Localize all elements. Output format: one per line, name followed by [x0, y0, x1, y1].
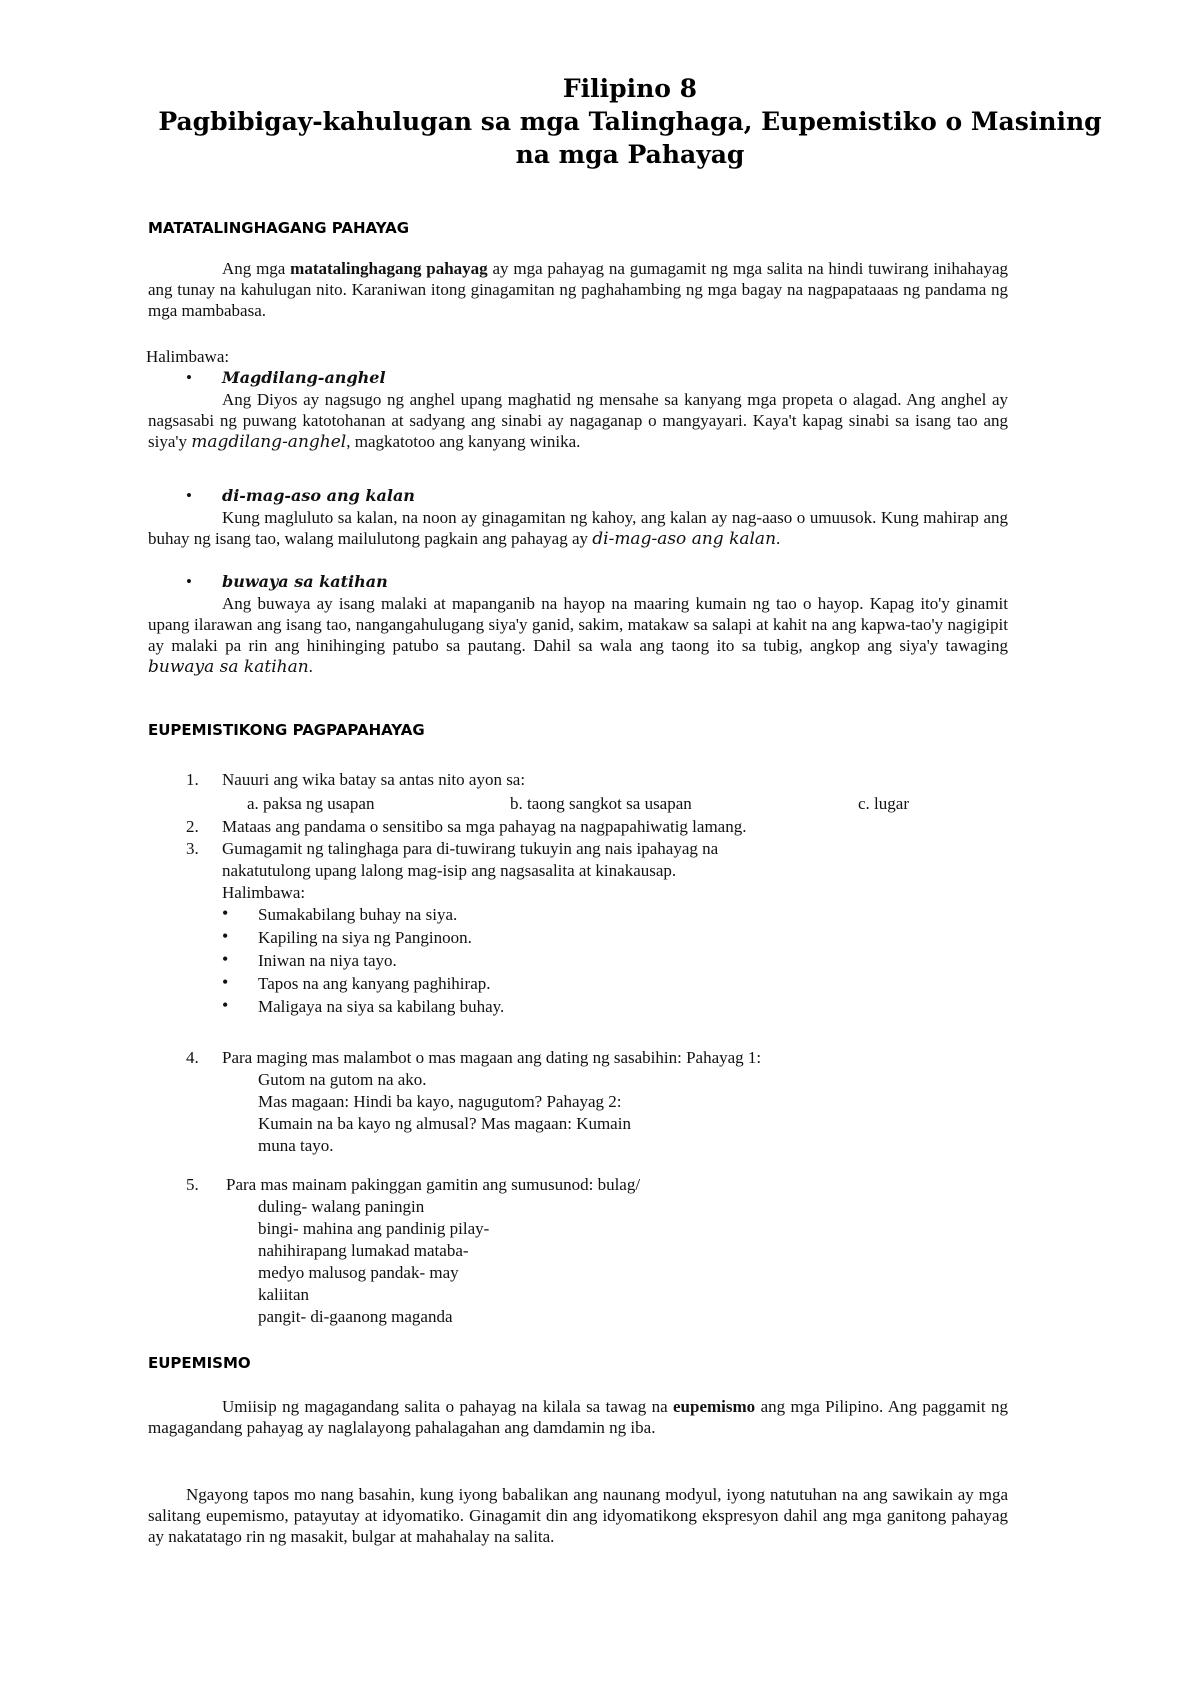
list-item-text: nakatutulong upang lalong mag-isip ang nagsasalita at kinakausap.	[222, 861, 677, 880]
paragraph-text-rest: ang mga Pilipino. Ang paggamit ng magagandang pahayag ay naglalayong pahalagahan ang damdamin ng iba.	[148, 1397, 1008, 1437]
bullet-icon: •	[222, 949, 229, 969]
example-item: Sumakabilang buhay na siya.	[258, 905, 458, 924]
list-number: 4.	[186, 1048, 199, 1067]
section3-paragraph-2: Ngayong tapos mo nang basahin, kung iyong babalikan ang naunang modyul, iyong natutuhan na ang sawikain ay mga salitang eupemismo, patayutay at idyomatiko. Ginagamit din ang idyomatikong ekspresyon dahil ang mga ganitong pahayag ay nakatatago rin ng masakit, bulgar at mahahalay na salita.	[148, 1485, 1008, 1546]
term-explanation	[148, 389, 1008, 453]
term-heading: di-mag-aso ang kalan	[222, 486, 415, 505]
intro-bold-term: matatalinghagang pahayag	[290, 259, 488, 278]
explanation-italic: buwaya sa katihan	[148, 657, 309, 677]
bullet-icon: •	[222, 995, 229, 1015]
list-item-text: Nauuri ang wika batay sa antas nito ayon sa:	[222, 770, 526, 789]
list-number: 1.	[186, 770, 199, 789]
section3-paragraph-1	[148, 1396, 1008, 1438]
list-item-text: kaliitan	[258, 1285, 309, 1304]
term-heading: buwaya sa katihan	[222, 572, 388, 591]
list-item	[186, 571, 388, 592]
list-item-text: Para maging mas malambot o mas magaan ang dating ng sasabihin: Pahayag 1:	[222, 1048, 762, 1067]
list-item-text: muna tayo.	[258, 1136, 334, 1155]
list-item-text: Gutom na gutom na ako.	[258, 1070, 427, 1089]
paragraph-text: Umiisip ng magagandang salita o pahayag na kilala sa tawag na	[222, 1397, 674, 1416]
explanation-italic: di-mag-aso ang kalan	[592, 529, 777, 549]
explanation-text-end: .	[308, 657, 313, 676]
list-item-text: nahihirapang lumakad mataba-	[258, 1241, 469, 1260]
sub-option: b. taong sangkot sa usapan	[510, 794, 692, 813]
list-number: 2.	[186, 817, 199, 836]
title-topic-line1: Pagbibigay-kahulugan sa mga Talinghaga, Eupemistiko o Masining	[158, 107, 1102, 136]
list-item-text: Kumain na ba kayo ng almusal? Mas magaan: Kumain	[258, 1114, 631, 1133]
explanation-text: Ang Diyos ay nagsugo ng anghel upang maghatid ng mensahe sa kanyang mga propeta o alagad. Ang anghel ay nagsasabi ng puwang katotohanan at sadyang ang sinabi ay nagaganap o mangyayari. Kaya't kapag sinabi sa isang tao ang siya'y	[148, 390, 1008, 451]
section-heading-eupemistiko: EUPEMISTIKONG PAGPAPAHAYAG	[148, 721, 425, 739]
list-number: 3.	[186, 839, 199, 858]
example-label: Halimbawa:	[222, 883, 306, 902]
list-item-text: medyo malusog pandak- may	[258, 1263, 459, 1282]
list-item-text: bingi- mahina ang pandinig pilay-	[258, 1219, 490, 1238]
sub-option: c. lugar	[858, 794, 909, 813]
bullet-icon: •	[222, 926, 229, 946]
list-item-text: Para mas mainam pakinggan gamitin ang sumusunod: bulag/	[226, 1175, 641, 1194]
sub-option: a. paksa ng usapan	[247, 794, 375, 813]
intro-text-rest: ay mga pahayag na gumagamit ng mga salita na hindi tuwirang inihahayag ang tunay na kahulugan nito. Karaniwan itong ginagamitan ng paghahambing ng mga bagay na nagpapataaas ng pandama ng mga mambabasa.	[148, 259, 1009, 320]
example-item: Kapiling na siya ng Panginoon.	[258, 928, 472, 947]
bullet-icon: •	[186, 572, 192, 591]
bold-term: eupemismo	[673, 1397, 756, 1416]
list-item-text: duling- walang paningin	[258, 1197, 425, 1216]
term-heading: Magdilang-anghel	[222, 368, 386, 387]
example-item: Iniwan na niya tayo.	[258, 951, 397, 970]
example-label: Halimbawa:	[146, 347, 230, 366]
explanation-text: Kung magluluto sa kalan, na noon ay ginagamitan ng kahoy, ang kalan ay nag-aaso o umuusok. Kung mahirap ang buhay ng isang tao, walang mailulutong pagkain ang pahayag ay	[148, 508, 1008, 548]
document-title	[140, 72, 1120, 171]
bullet-icon: •	[222, 972, 229, 992]
bullet-icon: •	[186, 486, 192, 505]
explanation-text: Ang buwaya ay isang malaki at mapanganib na hayop na maaring kumain ng tao o hayop. Kapag ito'y ginamit upang ilarawan ang isang tao, nangangahulugang siya'y ganid, sakim, matakaw sa salapi at kahit na ang kapwa-tao'y nagigipit ay malaki pa rin ang hinihinging patubo sa pautang. Dahil sa wala ang taong ito sa tubig, angkop ang siya'y tawaging	[148, 594, 1008, 655]
bullet-icon: •	[186, 368, 192, 387]
example-item: Maligaya na siya sa kabilang buhay.	[258, 997, 505, 1016]
list-number: 5.	[186, 1175, 199, 1194]
section1-intro-paragraph	[148, 258, 1008, 321]
intro-text: Ang mga	[222, 259, 291, 278]
list-item-text: pangit- di-gaanong maganda	[258, 1307, 453, 1326]
explanation-text-end: , magkatotoo ang kanyang winika.	[346, 432, 581, 451]
section-heading-eupemismo: EUPEMISMO	[148, 1354, 251, 1372]
list-item-text: Gumagamit ng talinghaga para di-tuwirang tukuyin ang nais ipahayag na	[222, 839, 719, 858]
bullet-icon: •	[222, 903, 229, 923]
explanation-text-end: .	[776, 529, 781, 548]
example-item: Tapos na ang kanyang paghihirap.	[258, 974, 491, 993]
title-subject: Filipino 8	[562, 74, 698, 103]
list-item	[186, 485, 415, 506]
title-topic-line2: na mga Pahayag	[515, 140, 745, 169]
list-item	[186, 367, 386, 388]
list-item-text: Mas magaan: Hindi ba kayo, nagugutom? Pahayag 2:	[258, 1092, 622, 1111]
list-item-text: Mataas ang pandama o sensitibo sa mga pahayag na nagpapahiwatig lamang.	[222, 817, 747, 836]
term-explanation	[148, 507, 1008, 550]
term-explanation	[148, 593, 1008, 678]
explanation-italic: magdilang-anghel	[191, 432, 347, 452]
section-heading-matatalinghaga: MATATALINGHAGANG PAHAYAG	[148, 219, 410, 237]
